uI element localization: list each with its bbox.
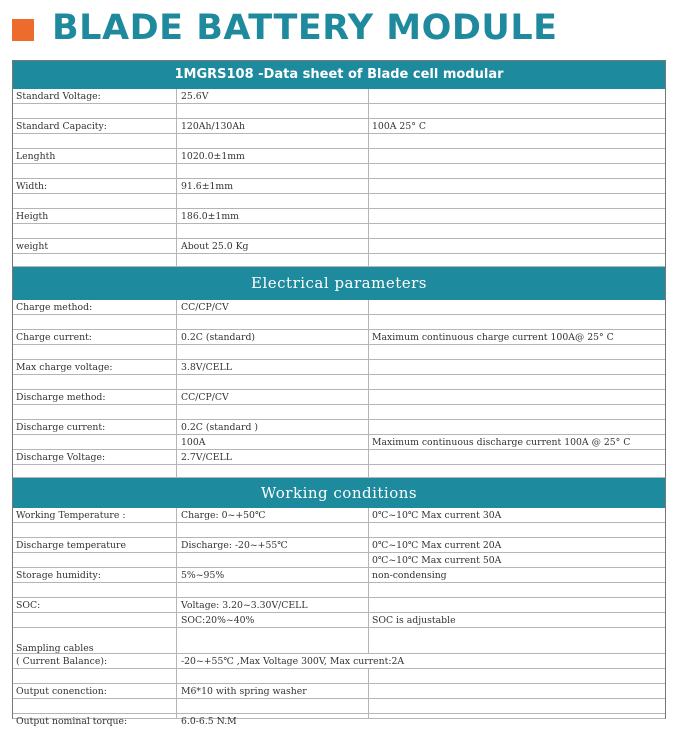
spec-value: CC/CP/CV	[177, 300, 369, 315]
spec-label	[13, 553, 177, 568]
spec-label: Output nominal torque:	[13, 714, 177, 719]
spec-value: 6.0-6.5 N.M	[177, 714, 369, 719]
spec-value: 186.0±1mm	[177, 209, 369, 224]
spec-value	[177, 345, 369, 360]
spec-note: Maximum continuous discharge current 100A @ 25° C	[372, 437, 631, 448]
spec-note	[369, 224, 665, 239]
table-row	[13, 465, 665, 478]
spec-value: Voltage: 3.20~3.30V/CELL	[177, 598, 369, 613]
table-row	[13, 119, 665, 134]
spec-value: 120Ah/130Ah	[177, 119, 369, 134]
spec-label: Width:	[13, 179, 177, 194]
spec-value: Charge: 0~+50℃	[177, 508, 369, 523]
table-row	[13, 179, 665, 194]
spec-note: 0℃~10℃ Max current 50A	[372, 555, 502, 566]
table-row	[13, 315, 665, 330]
spec-label: Max charge voltage:	[13, 360, 177, 375]
page-title: BLADE BATTERY MODULE	[52, 8, 558, 48]
table-row	[13, 641, 665, 654]
spec-note	[369, 628, 665, 641]
table-row	[13, 613, 665, 628]
table-row	[13, 568, 665, 583]
spec-label: Discharge Voltage:	[13, 450, 177, 465]
table-row	[13, 149, 665, 164]
table-row	[13, 134, 665, 149]
spec-label	[13, 669, 177, 684]
spec-label	[13, 345, 177, 360]
table-row	[13, 628, 665, 641]
spec-value	[177, 405, 369, 420]
table-row	[13, 420, 665, 435]
table-row	[13, 450, 665, 465]
spec-note	[369, 583, 665, 598]
spec-value: 100A	[177, 435, 369, 450]
spec-note	[369, 239, 665, 254]
spec-label: Charge method:	[13, 300, 177, 315]
spec-note	[369, 254, 665, 267]
spec-value: 2.7V/CELL	[177, 450, 369, 465]
table-row	[13, 330, 665, 345]
spec-label	[13, 315, 177, 330]
spec-note	[369, 523, 665, 538]
spec-label: Storage humidity:	[13, 568, 177, 583]
table-row	[13, 390, 665, 405]
spec-value: 0.2C (standard )	[177, 420, 369, 435]
spec-value: SOC:20%~40%	[177, 613, 369, 628]
spec-note	[369, 641, 665, 654]
spec-note	[369, 134, 665, 149]
table-row	[13, 669, 665, 684]
table-row	[13, 699, 665, 714]
spec-note: 0℃~10℃ Max current 20A	[372, 540, 502, 551]
table-row	[13, 164, 665, 179]
spec-label: Working Temperature :	[13, 508, 177, 523]
spec-value: CC/CP/CV	[177, 390, 369, 405]
spec-label: Heigth	[13, 209, 177, 224]
spec-label	[13, 583, 177, 598]
spec-note	[369, 300, 665, 315]
spec-label: Standard Capacity:	[13, 119, 177, 134]
orange-square-icon	[12, 19, 34, 41]
spec-value: 0.2C (standard)	[177, 330, 369, 345]
spec-note: non-condensing	[372, 570, 447, 581]
table-row	[13, 714, 665, 727]
table-row	[13, 523, 665, 538]
table-row	[13, 405, 665, 420]
table-row	[13, 254, 665, 267]
table-row	[13, 435, 665, 450]
spec-note	[369, 104, 665, 119]
spec-label	[13, 194, 177, 209]
table-row	[13, 209, 665, 224]
datasheet-table	[12, 60, 666, 727]
spec-value	[177, 523, 369, 538]
spec-note	[369, 149, 665, 164]
table-row	[13, 508, 665, 523]
spec-note	[369, 89, 665, 104]
spec-value: Discharge: -20~+55℃	[177, 538, 369, 553]
spec-note	[369, 450, 665, 465]
spec-value	[177, 553, 369, 568]
table-row	[13, 553, 665, 568]
spec-note	[369, 405, 665, 420]
spec-note	[369, 669, 665, 684]
spec-label	[13, 164, 177, 179]
section-title: Electrical parameters	[251, 274, 427, 292]
spec-label: Discharge current:	[13, 420, 177, 435]
table-row	[13, 224, 665, 239]
spec-value: -20~+55℃ ,Max Voltage 300V, Max current:2A	[181, 656, 405, 667]
spec-note	[369, 209, 665, 224]
spec-value: 25.6V	[177, 89, 369, 104]
spec-note	[369, 684, 665, 699]
spec-label	[13, 375, 177, 390]
spec-label: ( Current Balance):	[13, 654, 177, 669]
spec-note: Maximum continuous charge current 100A@ 25° C	[372, 332, 614, 343]
spec-value	[177, 254, 369, 267]
spec-note	[369, 699, 665, 714]
section-header-electrical	[13, 267, 665, 300]
spec-note	[369, 194, 665, 209]
spec-note	[369, 345, 665, 360]
table-row	[13, 598, 665, 613]
spec-note	[369, 315, 665, 330]
spec-label	[13, 224, 177, 239]
spec-value	[177, 375, 369, 390]
section-title: Working conditions	[260, 484, 418, 502]
spec-label	[13, 405, 177, 420]
spec-note	[369, 598, 665, 613]
table-row	[13, 239, 665, 254]
spec-label	[13, 254, 177, 267]
spec-label	[13, 134, 177, 149]
spec-label: weight	[13, 239, 177, 254]
table-row	[13, 194, 665, 209]
spec-value	[177, 164, 369, 179]
spec-note	[369, 390, 665, 405]
spec-value	[177, 134, 369, 149]
table-row	[13, 345, 665, 360]
spec-label	[13, 104, 177, 119]
spec-note	[369, 420, 665, 435]
spec-value: 3.8V/CELL	[177, 360, 369, 375]
table-row	[13, 300, 665, 315]
page-header	[0, 0, 682, 58]
spec-label: Discharge temperature	[13, 538, 177, 553]
spec-value	[177, 104, 369, 119]
spec-note	[369, 375, 665, 390]
spec-value: M6*10 with spring washer	[177, 684, 369, 699]
table-row	[13, 538, 665, 553]
spec-value	[177, 699, 369, 714]
spec-note	[369, 164, 665, 179]
spec-value: 5%~95%	[177, 568, 369, 583]
spec-label: Lenghth	[13, 149, 177, 164]
table-row	[13, 684, 665, 699]
spec-label	[13, 435, 177, 450]
spec-note	[369, 465, 665, 478]
spec-value	[177, 669, 369, 684]
spec-label: Output conenction:	[13, 684, 177, 699]
section-header-datasheet	[13, 61, 665, 89]
spec-label	[13, 523, 177, 538]
table-row	[13, 375, 665, 390]
spec-value	[177, 194, 369, 209]
table-row	[13, 360, 665, 375]
spec-value	[177, 224, 369, 239]
spec-label: SOC:	[13, 598, 177, 613]
spec-value	[177, 583, 369, 598]
spec-label: Discharge method:	[13, 390, 177, 405]
section-title: 1MGRS108 -Data sheet of Blade cell modular	[174, 67, 504, 82]
spec-value	[177, 641, 369, 654]
table-row	[13, 583, 665, 598]
spec-label	[13, 613, 177, 628]
spec-value: 1020.0±1mm	[177, 149, 369, 164]
spec-label	[13, 465, 177, 478]
table-row	[13, 89, 665, 104]
spec-value	[177, 628, 369, 641]
spec-value: 91.6±1mm	[177, 179, 369, 194]
spec-label	[13, 699, 177, 714]
spec-note: SOC is adjustable	[372, 615, 456, 626]
table-row	[13, 654, 665, 669]
spec-label: Standard Voltage:	[13, 89, 177, 104]
spec-value	[177, 465, 369, 478]
table-row	[13, 104, 665, 119]
spec-note: 100A 25° C	[372, 121, 426, 132]
spec-note	[369, 714, 665, 719]
spec-note	[369, 360, 665, 375]
section-header-working	[13, 478, 665, 508]
spec-note: 0℃~10℃ Max current 30A	[372, 510, 502, 521]
spec-note	[369, 179, 665, 194]
spec-value	[177, 315, 369, 330]
spec-label	[13, 628, 177, 641]
spec-label: Charge current:	[13, 330, 177, 345]
spec-label: Sampling cables	[13, 641, 177, 654]
spec-value: About 25.0 Kg	[177, 239, 369, 254]
